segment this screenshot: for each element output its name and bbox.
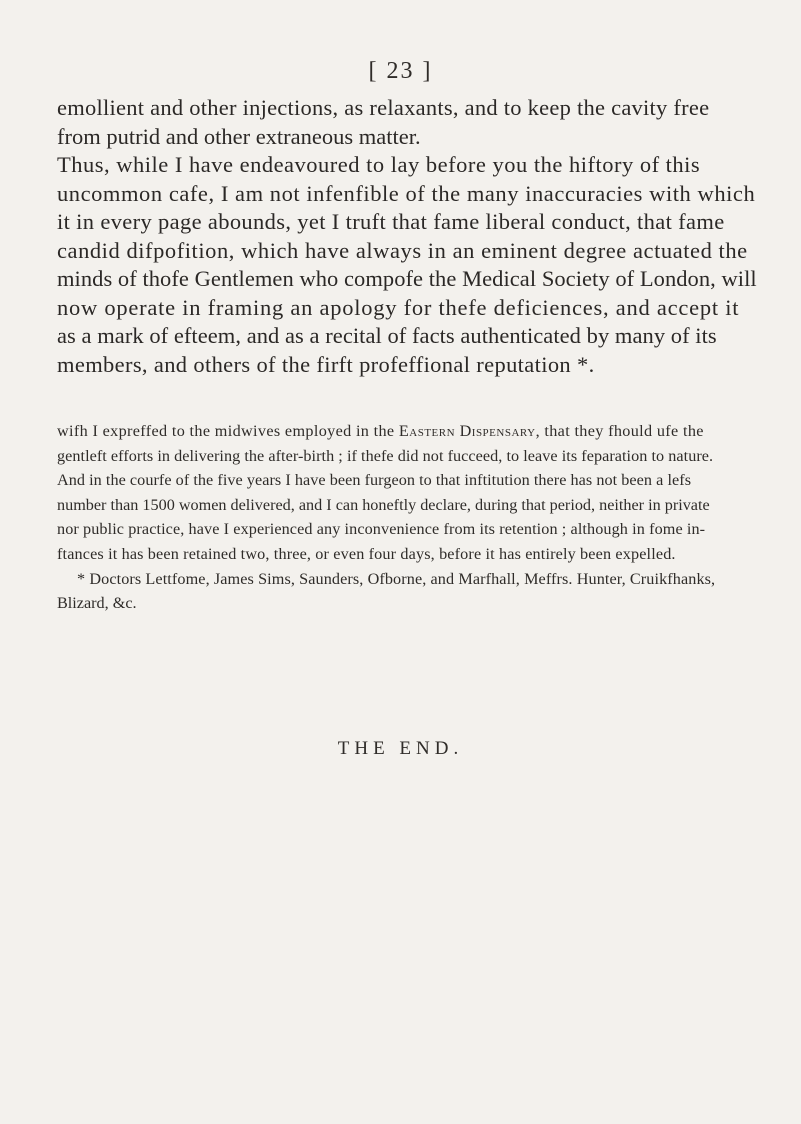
- text-line: now operate in framing an apology for thefe deficiences, and accept it: [57, 294, 740, 320]
- footnote-line: Blizard, &c.: [57, 594, 137, 613]
- footnote-text: wifh I expreffed to the midwives employed in the: [57, 422, 395, 440]
- footnote-line: And in the courfe of the five years I have been furgeon to that inftitution there has not been a lefs: [57, 471, 692, 490]
- footnote-line: [57, 419, 769, 444]
- text-line: from putrid and other extraneous matter.: [57, 123, 421, 149]
- footnote-line: gentleft efforts in delivering the after-birth ; if thefe did not fucceed, to leave its feparation to nature.: [57, 446, 714, 465]
- footnote-line: number than 1500 women delivered, and I can honeftly declare, during that period, neither in private: [57, 495, 710, 514]
- the-end-text: THE END.: [337, 738, 464, 759]
- text-line: it in every page abounds, yet I truft that fame liberal conduct, that fame: [57, 209, 725, 234]
- text-line: uncommon cafe, I am not infenfible of the many inaccuracies with which: [57, 180, 756, 206]
- footnote-text-smallcaps: Eastern Dispensary: [398, 422, 536, 440]
- text-line: Thus, while I have endeavoured to lay before you the hiftory of this: [57, 152, 701, 177]
- footnote-block: [57, 419, 769, 616]
- footnote-line: * Doctors Lettfome, James Sims, Saunders, Ofborne, and Marfhall, Meffrs. Hunter, Cruikfhanks,: [77, 569, 716, 588]
- footnote-line: nor public practice, have I experienced any inconvenience from its retention ; although in fome in-: [57, 520, 706, 539]
- text-line: candid difpofition, which have always in an eminent degree actuated the: [57, 237, 748, 263]
- footnote-line: ftances it has been retained two, three, or even four days, before it has entirely been expelled.: [57, 544, 676, 563]
- footnote-text: , that they fhould ufe the: [535, 422, 704, 440]
- text-line: emollient and other injections, as relaxants, and to keep the cavity free: [57, 95, 710, 120]
- main-text: [57, 94, 769, 379]
- page-number: [ 23 ]: [368, 58, 433, 84]
- text-line: as a mark of efteem, and as a recital of facts authenticated by many of its: [57, 323, 717, 348]
- text-line: minds of thofe Gentlemen who compofe the Medical Society of London, will: [57, 266, 757, 291]
- text-line: members, and others of the firft profeffional reputation *.: [57, 351, 595, 377]
